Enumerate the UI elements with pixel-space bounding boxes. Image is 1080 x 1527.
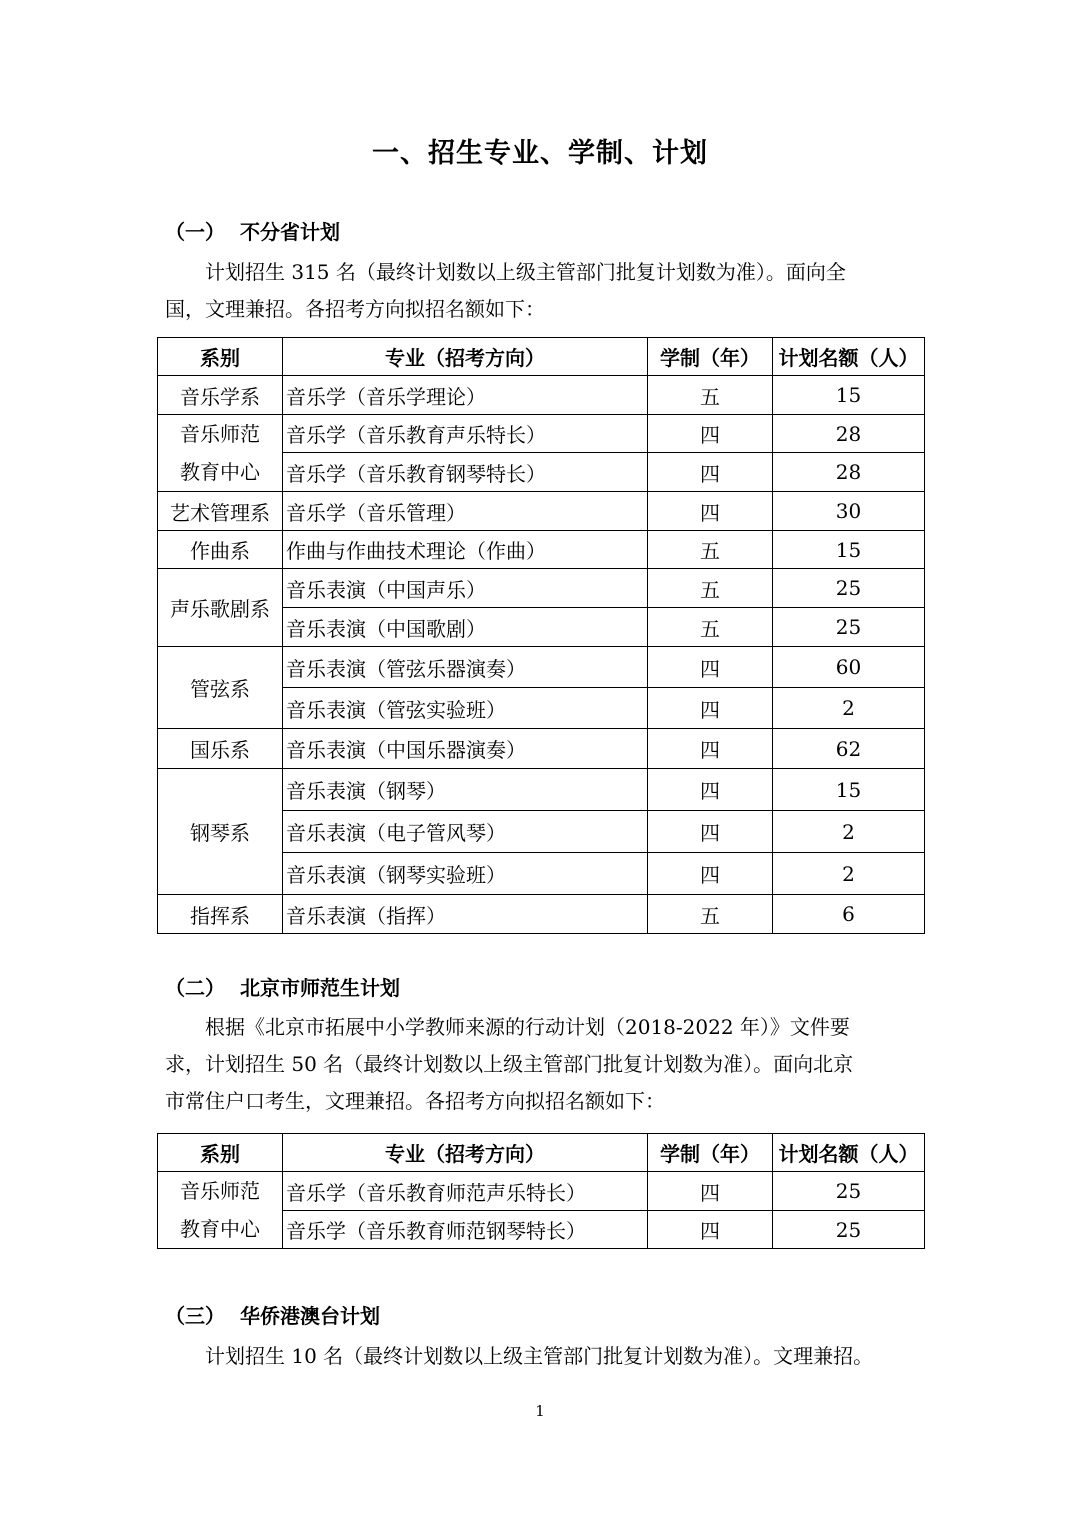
major-cell: 音乐表演（中国乐器演奏） — [283, 729, 648, 769]
years-cell: 五 — [648, 608, 773, 647]
table-row — [158, 647, 925, 688]
table-row — [158, 769, 925, 811]
major-cell: 作曲与作曲技术理论（作曲） — [283, 531, 648, 569]
quota-cell: 60 — [773, 647, 925, 688]
table-row — [158, 729, 925, 769]
header-years: 学制（年） — [648, 1134, 773, 1172]
major-cell: 音乐表演（管弦实验班） — [283, 688, 648, 729]
years-cell: 四 — [648, 492, 773, 531]
years-cell: 四 — [648, 1172, 773, 1211]
major-cell: 音乐表演（管弦乐器演奏） — [283, 647, 648, 688]
table-header-row — [158, 338, 925, 376]
years-cell: 四 — [648, 647, 773, 688]
years-cell: 五 — [648, 376, 773, 415]
quota-cell: 62 — [773, 729, 925, 769]
section-3-paragraph — [165, 1338, 905, 1375]
header-dept: 系别 — [158, 1134, 283, 1172]
major-cell: 音乐表演（指挥） — [283, 895, 648, 934]
dept-cell — [158, 376, 283, 415]
major-cell: 音乐学（音乐教育声乐特长） — [283, 415, 648, 453]
plan-table-2 — [157, 1133, 925, 1249]
years-cell: 四 — [648, 729, 773, 769]
dept-line: 声乐歌剧系 — [170, 597, 270, 621]
section-number: （三） — [165, 1304, 225, 1328]
dept-line: 钢琴系 — [190, 821, 250, 845]
section-2-paragraph — [165, 1009, 905, 1120]
table-row — [158, 492, 925, 531]
quota-cell: 28 — [773, 415, 925, 453]
years-cell: 四 — [648, 853, 773, 895]
dept-line: 音乐师范 — [180, 1179, 260, 1203]
years-cell: 四 — [648, 1211, 773, 1249]
section-heading-3 — [165, 1300, 380, 1329]
dept-cell — [158, 647, 283, 729]
section-number: （一） — [165, 220, 225, 244]
paragraph-line: 国，文理兼招。各招考方向拟招名额如下： — [165, 297, 545, 321]
quota-cell: 30 — [773, 492, 925, 531]
major-cell: 音乐表演（中国歌剧） — [283, 608, 648, 647]
years-cell: 四 — [648, 811, 773, 853]
dept-cell — [158, 895, 283, 934]
quota-cell: 15 — [773, 376, 925, 415]
years-cell: 四 — [648, 688, 773, 729]
dept-line: 作曲系 — [190, 539, 250, 563]
section-title: 华侨港澳台计划 — [240, 1304, 380, 1328]
quota-cell: 25 — [773, 608, 925, 647]
dept-line: 音乐学系 — [180, 384, 260, 409]
section-heading-1 — [165, 216, 340, 245]
dept-line: 指挥系 — [190, 903, 250, 928]
quota-cell: 6 — [773, 895, 925, 934]
paragraph-line: 求，计划招生 50 名（最终计划数以上级主管部门批复计划数为准）。面向北京 — [165, 1052, 854, 1076]
header-quota: 计划名额（人） — [773, 338, 925, 376]
dept-cell — [158, 769, 283, 895]
page-number: 1 — [535, 1402, 545, 1420]
quota-cell: 25 — [773, 569, 925, 608]
table-row — [158, 531, 925, 569]
dept-cell — [158, 492, 283, 531]
section-number: （二） — [165, 976, 225, 1000]
paragraph-line: 根据《北京市拓展中小学教师来源的行动计划（2018-2022 年）》文件要 — [165, 1015, 850, 1039]
dept-cell — [158, 729, 283, 769]
header-major: 专业（招考方向） — [283, 338, 648, 376]
major-cell: 音乐表演（钢琴） — [283, 769, 648, 811]
dept-line: 教育中心 — [180, 1217, 260, 1241]
dept-line: 教育中心 — [180, 460, 260, 484]
major-cell: 音乐学（音乐教育师范钢琴特长） — [283, 1211, 648, 1249]
dept-line: 国乐系 — [190, 738, 250, 762]
plan-table-1 — [157, 337, 925, 934]
quota-cell: 15 — [773, 769, 925, 811]
paragraph-line: 市常住户口考生，文理兼招。各招考方向拟招名额如下： — [165, 1089, 665, 1113]
section-1-paragraph — [165, 254, 905, 328]
quota-cell: 15 — [773, 531, 925, 569]
header-dept: 系别 — [158, 338, 283, 376]
table-row — [158, 1172, 925, 1211]
dept-line: 管弦系 — [190, 677, 250, 701]
paragraph-line: 计划招生 10 名（最终计划数以上级主管部门批复计划数为准）。文理兼招。 — [165, 1344, 874, 1368]
header-quota: 计划名额（人） — [773, 1134, 925, 1172]
years-cell: 五 — [648, 531, 773, 569]
major-cell: 音乐学（音乐教育师范声乐特长） — [283, 1172, 648, 1211]
years-cell: 五 — [648, 895, 773, 934]
years-cell: 四 — [648, 769, 773, 811]
years-cell: 五 — [648, 569, 773, 608]
section-title: 不分省计划 — [240, 220, 340, 244]
page-title: 一、招生专业、学制、计划 — [372, 138, 708, 169]
table-row — [158, 895, 925, 934]
dept-cell — [158, 1172, 283, 1249]
paragraph-line: 计划招生 315 名（最终计划数以上级主管部门批复计划数为准）。面向全 — [165, 260, 846, 284]
dept-cell — [158, 531, 283, 569]
quota-cell: 25 — [773, 1211, 925, 1249]
quota-cell: 25 — [773, 1172, 925, 1211]
quota-cell: 28 — [773, 453, 925, 492]
dept-cell — [158, 569, 283, 647]
header-major: 专业（招考方向） — [283, 1134, 648, 1172]
major-cell: 音乐学（音乐学理论） — [283, 376, 648, 415]
section-heading-2 — [165, 972, 400, 1001]
quota-cell: 2 — [773, 811, 925, 853]
table-row — [158, 376, 925, 415]
quota-cell: 2 — [773, 688, 925, 729]
major-cell: 音乐学（音乐管理） — [283, 492, 648, 531]
years-cell: 四 — [648, 453, 773, 492]
years-cell: 四 — [648, 415, 773, 453]
header-years: 学制（年） — [648, 338, 773, 376]
section-title: 北京市师范生计划 — [240, 976, 400, 1000]
dept-cell — [158, 415, 283, 492]
dept-line: 艺术管理系 — [170, 500, 270, 525]
major-cell: 音乐表演（中国声乐） — [283, 569, 648, 608]
table-row — [158, 415, 925, 453]
major-cell: 音乐表演（钢琴实验班） — [283, 853, 648, 895]
dept-line: 音乐师范 — [180, 422, 260, 446]
major-cell: 音乐表演（电子管风琴） — [283, 811, 648, 853]
table-row — [158, 569, 925, 608]
quota-cell: 2 — [773, 853, 925, 895]
table-header-row — [158, 1134, 925, 1172]
major-cell: 音乐学（音乐教育钢琴特长） — [283, 453, 648, 492]
